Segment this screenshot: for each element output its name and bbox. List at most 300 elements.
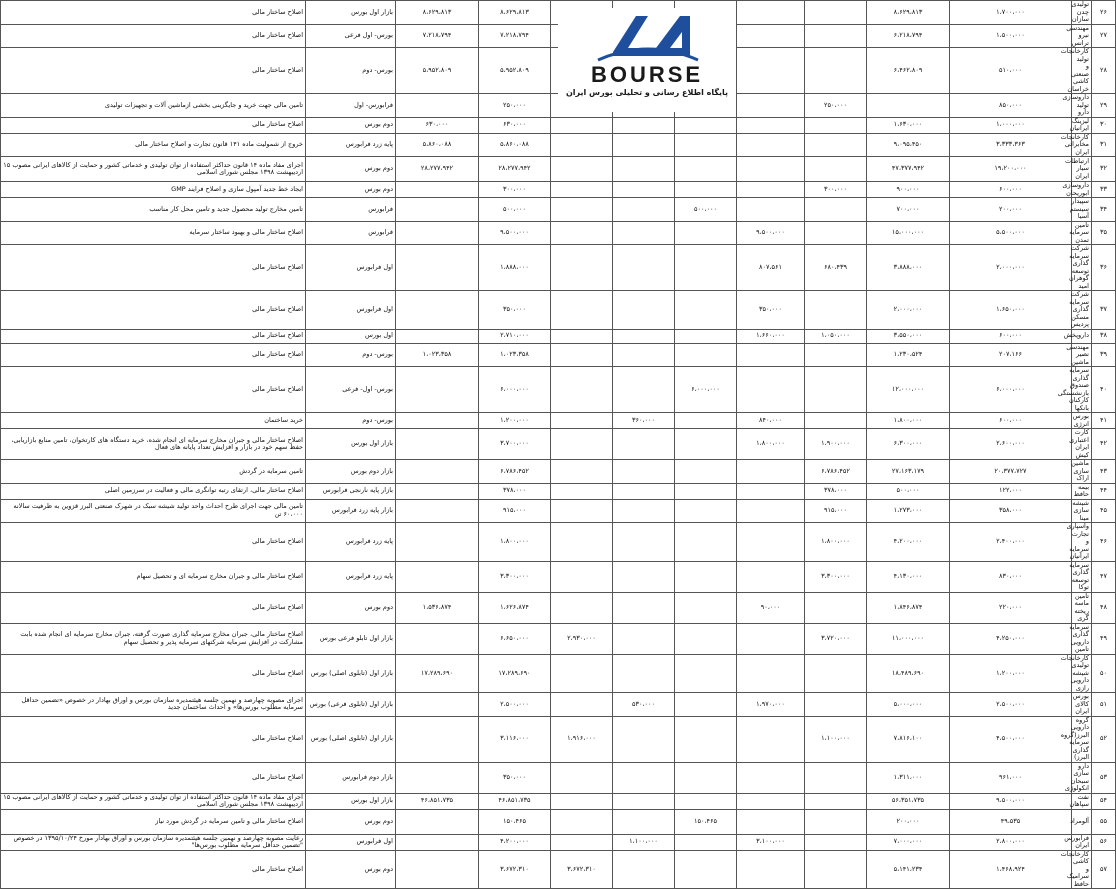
value-cell: ۱،۸۴۶،۸۷۴ [867, 592, 950, 623]
value-cell: ۳۷۸،۰۰۰ [805, 483, 867, 499]
row-number-cell: ۴۸ [1092, 592, 1116, 623]
value-cell [396, 198, 479, 222]
table-row [1, 693, 1116, 717]
value-cell [551, 221, 613, 245]
value-cell [805, 343, 867, 367]
value-cell [737, 157, 805, 182]
description-cell: ایجاد خط جدید آمپول سازی و اصلاح فرایند GMP [1, 182, 306, 198]
row-number-cell: ۵۳ [1092, 762, 1116, 793]
value-cell: ۵،۰۰۰،۰۰۰ [867, 693, 950, 717]
value-cell [396, 413, 479, 429]
market-cell: بازار اول بورس [306, 429, 396, 460]
value-cell: ۳۰۰،۰۰۰ [805, 182, 867, 198]
value-cell [675, 221, 737, 245]
value-cell [613, 429, 675, 460]
row-number-cell: ۲۹ [1092, 94, 1116, 118]
value-cell: ۳۵۸،۰۰۰ [950, 499, 1072, 523]
table-row [1, 850, 1116, 889]
row-number-cell: ۳۵ [1092, 221, 1116, 245]
value-cell: ۳،۷۲۰،۰۰۰ [805, 623, 867, 654]
row-number-cell: ۲۶ [1092, 1, 1116, 25]
company-cell: تامین سرمایه تمدن [1072, 221, 1092, 245]
value-cell: ۵۱۰،۰۰۰ [950, 48, 1072, 94]
value-cell: ۲۰،۳۷۷،۷۲۷ [950, 460, 1072, 484]
market-cell: دوم بورس [306, 850, 396, 889]
value-cell [396, 499, 479, 523]
value-cell [396, 221, 479, 245]
description-cell: اصلاح ساختار مالی، ارتقای رتبه توانگری مالی و فعالیت در سرزمین اصلی [1, 483, 306, 499]
company-cell: سرمایه گذاری صندوق بازنشستگی کارکنان بانکها [1072, 367, 1092, 413]
value-cell: ۸۰۷،۵۶۱ [737, 245, 805, 291]
value-cell: ۹،۵۰۰،۰۰۰ [737, 221, 805, 245]
row-number-cell: ۳۳ [1092, 182, 1116, 198]
company-cell: بورس انرژی [1072, 413, 1092, 429]
value-cell [613, 523, 675, 562]
description-cell: خرید ساختمان [1, 413, 306, 429]
value-cell [675, 117, 737, 133]
description-cell: اصلاح ساختار مالی [1, 592, 306, 623]
value-cell [551, 429, 613, 460]
value-cell [613, 221, 675, 245]
value-cell [675, 329, 737, 343]
value-cell: ۱،۸۰۰،۰۰۰ [867, 413, 950, 429]
value-cell [675, 592, 737, 623]
value-cell [675, 343, 737, 367]
value-cell [805, 850, 867, 889]
value-cell [551, 592, 613, 623]
value-cell [737, 1, 805, 25]
value-cell [805, 592, 867, 623]
description-cell: رعایت مصوبه چهارصد و نهمین جلسه هیئتمدیره سازمان بورس و اوراق بهادار مورخ ۱۳۹۵/۱۰/۲۴ در خصوص "تضمین حداقل سرمایه مطلوب بورس‌ها" [1, 834, 306, 850]
value-cell: ۹۱۵،۰۰۰ [479, 499, 551, 523]
value-cell: ۱،۱۰۰،۰۰۰ [613, 834, 675, 850]
value-cell: ۵،۹۵۲،۸۰۹ [396, 48, 479, 94]
value-cell [396, 561, 479, 592]
value-cell [551, 157, 613, 182]
value-cell [613, 157, 675, 182]
value-cell: ۴۶،۸۵۱،۷۳۵ [396, 793, 479, 809]
value-cell: ۸،۶۲۹،۸۱۳ [396, 1, 479, 25]
value-cell [675, 133, 737, 157]
value-cell: ۲۸،۲۷۷،۹۴۲ [396, 157, 479, 182]
value-cell [551, 367, 613, 413]
value-cell [805, 24, 867, 48]
value-cell [396, 483, 479, 499]
row-number-cell: ۳۱ [1092, 133, 1116, 157]
market-cell: بورس- اول فرعی [306, 24, 396, 48]
value-cell [396, 523, 479, 562]
value-cell: ۲،۹۳۰،۰۰۰ [551, 623, 613, 654]
description-cell: اصلاح ساختار مالی و تامین سرمایه در گردش مورد نیاز [1, 809, 306, 834]
value-cell: ۴۹،۵۳۵ [950, 809, 1072, 834]
value-cell [737, 94, 805, 118]
value-cell [737, 48, 805, 94]
market-cell: اول بورس [306, 329, 396, 343]
value-cell: ۷،۰۰۰،۰۰۰ [867, 834, 950, 850]
row-number-cell: ۵۱ [1092, 693, 1116, 717]
row-number-cell: ۴۰ [1092, 367, 1116, 413]
market-cell: بازار دوم بورس [306, 460, 396, 484]
value-cell: ۱۱،۰۰۰،۰۰۰ [867, 623, 950, 654]
market-cell: فرابورس [306, 198, 396, 222]
value-cell: ۶،۷۸۶،۴۵۲ [805, 460, 867, 484]
table-row [1, 245, 1116, 291]
value-cell: ۶۳۰،۰۰۰ [396, 117, 479, 133]
value-cell [613, 716, 675, 762]
market-cell: اول فرابورس [306, 291, 396, 330]
value-cell [396, 245, 479, 291]
value-cell [737, 483, 805, 499]
value-cell [396, 762, 479, 793]
table-row [1, 793, 1116, 809]
value-cell: ۲۰۰،۰۰۰ [950, 198, 1072, 222]
value-cell: ۱،۹۷۰،۰۰۰ [737, 693, 805, 717]
value-cell [551, 693, 613, 717]
bourse-logo-mark [558, 8, 736, 88]
row-number-cell: ۲۸ [1092, 48, 1116, 94]
value-cell: ۸۴۰،۰۰۰ [737, 413, 805, 429]
value-cell: ۲۷،۱۶۳،۱۷۹ [867, 460, 950, 484]
company-cell: آلومراد [1072, 809, 1092, 834]
value-cell: ۷،۲۱۸،۷۹۴ [396, 24, 479, 48]
value-cell: ۴۶،۸۵۱،۷۳۵ [479, 793, 551, 809]
value-cell: ۳،۵۵۰،۰۰۰ [867, 329, 950, 343]
value-cell [675, 245, 737, 291]
market-cell: بورس- دوم [306, 413, 396, 429]
company-cell: داروسازی تولید دارو [1072, 94, 1092, 118]
market-cell: پایه زرد فرابورس [306, 523, 396, 562]
value-cell [805, 198, 867, 222]
value-cell: ۱،۸۰۰،۰۰۰ [737, 429, 805, 460]
value-cell [613, 343, 675, 367]
company-cell: کارخانجات مخابراتی ایران [1072, 133, 1092, 157]
value-cell [737, 133, 805, 157]
table-row [1, 499, 1116, 523]
value-cell [613, 793, 675, 809]
table-row [1, 157, 1116, 182]
value-cell [551, 329, 613, 343]
value-cell: ۱،۹۰۰،۰۰۰ [805, 429, 867, 460]
market-cell: فرابورس- اول [306, 94, 396, 118]
row-number-cell: ۵۶ [1092, 834, 1116, 850]
value-cell: ۲،۰۰۰،۰۰۰ [867, 291, 950, 330]
value-cell [737, 623, 805, 654]
value-cell: ۳۷۸،۰۰۰ [479, 483, 551, 499]
value-cell [737, 850, 805, 889]
value-cell: ۶۸۰،۴۳۹ [805, 245, 867, 291]
value-cell: ۶،۰۰۰،۰۰۰ [479, 367, 551, 413]
company-cell: ماشین سازی اراک [1072, 460, 1092, 484]
description-cell: تامین مالی جهت خرید و جایگزینی بخشی ازماشین آلات و تجهیزات تولیدی [1, 94, 306, 118]
company-cell: تامین ماسه ریخته گری [1072, 592, 1092, 623]
value-cell: ۱،۸۰۰،۰۰۰ [479, 523, 551, 562]
value-cell: ۱۹،۲۰۰،۰۰۰ [950, 157, 1072, 182]
row-number-cell: ۵۵ [1092, 809, 1116, 834]
row-number-cell: ۲۷ [1092, 24, 1116, 48]
value-cell: ۳،۳۳۳،۳۶۳ [950, 133, 1072, 157]
value-cell [737, 24, 805, 48]
row-number-cell: ۳۷ [1092, 291, 1116, 330]
value-cell [805, 133, 867, 157]
description-cell: اجرای مفاد ماده ۱۴ قانون حداکثر استفاده از توان تولیدی و خدماتی کشور و حمایت از کالاهای ایرانی مصوب ۱۵ اردیبهشت ۱۳۹۸ مجلس شورای اسلامی [1, 793, 306, 809]
value-cell: ۹۶۱،۰۰۰ [950, 762, 1072, 793]
market-cell: بازار اول (تابلوی اصلی) بورس [306, 716, 396, 762]
value-cell: ۲،۰۰۰،۰۰۰ [950, 245, 1072, 291]
value-cell [675, 429, 737, 460]
value-cell: ۶،۰۰۰،۰۰۰ [950, 367, 1072, 413]
value-cell: ۶،۳۰۰،۰۰۰ [867, 429, 950, 460]
market-cell: اول فرابورس [306, 245, 396, 291]
row-number-cell: ۴۵ [1092, 499, 1116, 523]
value-cell: ۵۰۰،۰۰۰ [479, 198, 551, 222]
value-cell [675, 834, 737, 850]
value-cell [396, 460, 479, 484]
value-cell [396, 94, 479, 118]
company-cell: داروپخش [1072, 329, 1092, 343]
value-cell: ۲،۴۰۰،۰۰۰ [950, 523, 1072, 562]
value-cell: ۷۰۰،۰۰۰ [867, 198, 950, 222]
value-cell: ۱،۶۲۶،۸۷۴ [479, 592, 551, 623]
value-cell [551, 483, 613, 499]
value-cell: ۲۲۰،۰۰۰ [950, 592, 1072, 623]
value-cell [551, 809, 613, 834]
company-cell: بیمه حافظ [1072, 483, 1092, 499]
company-cell: بورس کالای ایران [1072, 693, 1092, 717]
table-row [1, 221, 1116, 245]
value-cell [805, 157, 867, 182]
value-cell [675, 561, 737, 592]
value-cell [551, 523, 613, 562]
company-cell: تولیدی چدن سازان [1072, 1, 1092, 25]
description-cell: اصلاح ساختار مالی و بهبود ساختار سرمایه [1, 221, 306, 245]
value-cell: ۲۵۰،۰۰۰ [479, 94, 551, 118]
company-cell: شرکت سرمایه گذاری توسعه گوهران امید [1072, 245, 1092, 291]
value-cell [396, 182, 479, 198]
table-row [1, 523, 1116, 562]
value-cell: ۶،۷۸۶،۴۵۲ [479, 460, 551, 484]
value-cell [551, 343, 613, 367]
value-cell [613, 561, 675, 592]
value-cell: ۱،۶۳۰،۰۰۰ [867, 117, 950, 133]
value-cell: ۶۰۰،۰۰۰ [950, 182, 1072, 198]
company-cell: فرابورس ایران [1072, 834, 1092, 850]
table-row [1, 716, 1116, 762]
company-cell: ارتباطات سیار ایران [1072, 157, 1092, 182]
row-number-cell: ۴۴ [1092, 483, 1116, 499]
value-cell: ۹،۰۹۵،۴۵۰ [867, 133, 950, 157]
description-cell: اصلاح ساختار مالی [1, 117, 306, 133]
description-cell: اصلاح ساختار مالی [1, 245, 306, 291]
value-cell [737, 182, 805, 198]
company-cell: سرمایه گذاری توسعه توکا [1072, 561, 1092, 592]
value-cell [551, 245, 613, 291]
value-cell [396, 623, 479, 654]
row-number-cell: ۵۲ [1092, 716, 1116, 762]
value-cell: ۴،۲۰۰،۰۰۰ [479, 834, 551, 850]
value-cell: ۱۲،۰۰۰،۰۰۰ [867, 367, 950, 413]
value-cell [805, 654, 867, 693]
table-row [1, 834, 1116, 850]
description-cell: اصلاح ساختار مالی [1, 291, 306, 330]
logo-caption: پایگاه اطلاع رسانی و تحلیلی بورس ایران [565, 88, 729, 97]
value-cell [613, 483, 675, 499]
value-cell: ۴،۲۵۰،۰۰۰ [950, 623, 1072, 654]
value-cell: ۱،۸۰۰،۰۰۰ [805, 523, 867, 562]
value-cell [805, 1, 867, 25]
value-cell [551, 460, 613, 484]
value-cell: ۴۷،۳۷۷،۹۴۲ [867, 157, 950, 182]
value-cell: ۲،۶۰۰،۰۰۰ [950, 429, 1072, 460]
value-cell: ۲۰۰،۰۰۰ [867, 809, 950, 834]
value-cell [396, 693, 479, 717]
value-cell [737, 198, 805, 222]
value-cell: ۱۵،۰۰۰،۰۰۰ [867, 221, 950, 245]
table-row [1, 429, 1116, 460]
value-cell: ۱،۲۰۰،۰۰۰ [479, 413, 551, 429]
row-number-cell: ۵۴ [1092, 793, 1116, 809]
value-cell [551, 133, 613, 157]
value-cell [805, 793, 867, 809]
company-cell: لیزینگ ایرانیان [1072, 117, 1092, 133]
row-number-cell: ۳۸ [1092, 329, 1116, 343]
value-cell [805, 48, 867, 94]
value-cell [805, 809, 867, 834]
value-cell [613, 592, 675, 623]
company-cell: کارخانجات کاشی و سرامیک حافظ [1072, 850, 1092, 889]
value-cell [551, 291, 613, 330]
table-row [1, 654, 1116, 693]
table-row [1, 117, 1116, 133]
market-cell: پایه زرد فرابورس [306, 561, 396, 592]
value-cell [805, 693, 867, 717]
value-cell: ۲،۵۰۰،۰۰۰ [479, 693, 551, 717]
value-cell [737, 716, 805, 762]
value-cell: ۱،۶۵۰،۰۰۰ [950, 291, 1072, 330]
value-cell [551, 561, 613, 592]
value-cell [737, 343, 805, 367]
description-cell: اصلاح ساختار مالی، جبران مخارج سرمایه گذاری صورت گرفته، جبران مخارج سرمایه ای انجام شده بابت مشارکت در افزایش سرمایه شرکتهای سرمایه پذیر و تحصیل سهام [1, 623, 306, 654]
value-cell [675, 157, 737, 182]
description-cell: خروج از شمولیت ماده ۱۴۱ قانون تجارت و اصلاح ساختار مالی [1, 133, 306, 157]
value-cell [613, 182, 675, 198]
value-cell: ۴،۲۰۰،۰۰۰ [867, 523, 950, 562]
market-cell: فرابورس [306, 221, 396, 245]
value-cell [867, 94, 950, 118]
value-cell: ۱۸،۴۸۹،۶۹۰ [867, 654, 950, 693]
value-cell: ۴،۱۳۰،۰۰۰ [867, 561, 950, 592]
market-cell: بازار پایه زرد فرابورس [306, 499, 396, 523]
value-cell [551, 499, 613, 523]
description-cell: اصلاح ساختار مالی و جبران مخارج سرمایه ای و تحصیل سهام [1, 561, 306, 592]
value-cell: ۱،۹۱۶،۰۰۰ [551, 716, 613, 762]
table-row [1, 623, 1116, 654]
market-cell: بازار دوم فرابورس [306, 762, 396, 793]
table-row [1, 329, 1116, 343]
value-cell: ۱۷،۲۸۹،۶۹۰ [479, 654, 551, 693]
description-cell: اصلاح ساختار مالی [1, 850, 306, 889]
market-cell: بازار اول (تابلوی اصلی) بورس [306, 654, 396, 693]
company-cell: دارو سازی سبحان انکولوژی [1072, 762, 1092, 793]
table-row [1, 133, 1116, 157]
value-cell: ۳،۸۸۸،۰۰۰ [867, 245, 950, 291]
value-cell: ۶،۴۶۲،۸۰۹ [867, 48, 950, 94]
value-cell [396, 809, 479, 834]
company-cell: واسپاری تجارت و سرمایه ایرانیان [1072, 523, 1092, 562]
row-number-cell: ۴۳ [1092, 460, 1116, 484]
market-cell: پایه زرد فرابورس [306, 133, 396, 157]
value-cell [613, 198, 675, 222]
value-cell: ۱،۰۲۳،۳۵۸ [396, 343, 479, 367]
row-number-cell: ۳۹ [1092, 343, 1116, 367]
value-cell [737, 367, 805, 413]
company-cell: کارت اعتباری ایران کیش [1072, 429, 1092, 460]
value-cell: ۶۳۰،۰۰۰ [479, 117, 551, 133]
value-cell [805, 834, 867, 850]
value-cell: ۸،۶۲۹،۸۱۳ [479, 1, 551, 25]
description-cell: اصلاح ساختار مالی [1, 367, 306, 413]
value-cell: ۳۶۰،۰۰۰ [613, 413, 675, 429]
value-cell: ۱،۳۱۱،۰۰۰ [867, 762, 950, 793]
value-cell [613, 762, 675, 793]
bourse-logo [558, 8, 736, 112]
value-cell [805, 762, 867, 793]
market-cell: دوم بورس [306, 117, 396, 133]
value-cell [675, 716, 737, 762]
market-cell: دوم بورس [306, 157, 396, 182]
value-cell: ۶،۲۱۸،۷۹۴ [867, 24, 950, 48]
value-cell: ۱،۱۰۰،۰۰۰ [805, 716, 867, 762]
company-cell: نفت سپاهان [1072, 793, 1092, 809]
market-cell: دوم بورس [306, 809, 396, 834]
value-cell [737, 793, 805, 809]
value-cell: ۳،۷۰۰،۰۰۰ [479, 429, 551, 460]
value-cell [551, 198, 613, 222]
row-number-cell: ۳۰ [1092, 117, 1116, 133]
value-cell [396, 834, 479, 850]
value-cell: ۱،۲۰۰،۰۰۰ [950, 654, 1072, 693]
value-cell: ۵،۹۵۲،۸۰۹ [479, 48, 551, 94]
value-cell: ۲۸،۲۷۷،۹۴۲ [479, 157, 551, 182]
value-cell: ۳۵۰،۰۰۰ [479, 291, 551, 330]
value-cell: ۲۰۷،۱۶۶ [950, 343, 1072, 367]
logo-text: BOURSE [590, 62, 704, 87]
value-cell [675, 850, 737, 889]
value-cell: ۶،۰۰۰،۰۰۰ [675, 367, 737, 413]
value-cell [675, 762, 737, 793]
value-cell [613, 654, 675, 693]
value-cell [551, 117, 613, 133]
value-cell [613, 133, 675, 157]
value-cell [675, 793, 737, 809]
value-cell: ۷،۲۱۸،۷۹۴ [479, 24, 551, 48]
value-cell: ۱۵۰،۴۶۵ [479, 809, 551, 834]
description-cell: اصلاح ساختار مالی [1, 343, 306, 367]
value-cell [551, 654, 613, 693]
row-number-cell: ۴۱ [1092, 413, 1116, 429]
table-row [1, 291, 1116, 330]
table-row [1, 809, 1116, 834]
value-cell: ۵۶،۳۵۱،۷۳۵ [867, 793, 950, 809]
value-cell: ۱،۲۷۳،۰۰۰ [867, 499, 950, 523]
value-cell: ۹،۵۰۰،۰۰۰ [950, 793, 1072, 809]
table-row [1, 367, 1116, 413]
value-cell [613, 245, 675, 291]
description-cell: تامین سرمایه در گردش [1, 460, 306, 484]
value-cell: ۱،۰۲۳،۳۵۸ [479, 343, 551, 367]
value-cell [805, 413, 867, 429]
description-cell: اصلاح ساختار مالی [1, 716, 306, 762]
value-cell: ۵۰۰،۰۰۰ [867, 483, 950, 499]
